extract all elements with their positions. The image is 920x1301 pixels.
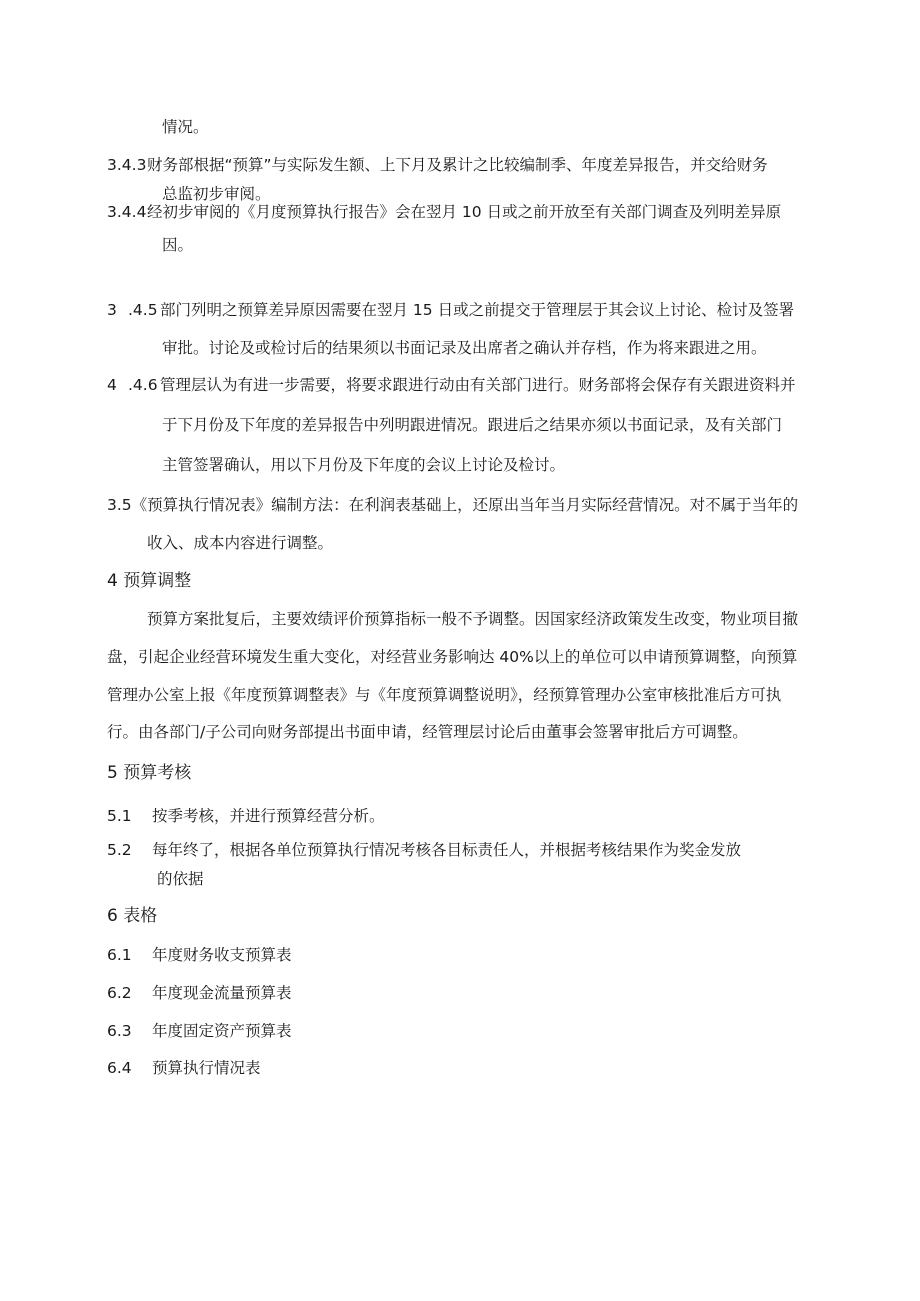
paragraph-line: 因。: [162, 236, 194, 254]
paragraph-line: 总监初步审阅。: [162, 185, 271, 203]
list-item-text: 的依据: [157, 870, 204, 888]
paragraph-line: 管理层认为有进一步需要，将要求跟进行动由有关部门进行。财务部将会保存有关跟进资料并: [160, 376, 796, 394]
clause-number: .4.5: [128, 301, 158, 319]
paragraph-line: 经初步审阅的《月度预算执行报告》会在翌月 10 日或之前开放至有关部门调查及列明差异原: [147, 203, 782, 221]
clause-number: 3: [107, 301, 117, 319]
list-item-text: 每年终了，根据各单位预算执行情况考核各目标责任人，并根据考核结果作为奖金发放: [152, 841, 742, 859]
paragraph-line: 收入、成本内容进行调整。: [147, 534, 334, 552]
clause-number: 4: [107, 376, 117, 394]
paragraph-line: 主管签署确认，用以下月份及下年度的会议上讨论及检讨。: [162, 456, 566, 474]
list-item-number: 6.2: [107, 984, 132, 1002]
list-item-text: 年度财务收支预算表: [152, 946, 292, 964]
list-item-text: 按季考核，并进行预算经营分析。: [152, 807, 385, 825]
clause-number: 3.4.3: [107, 156, 147, 174]
paragraph-line: 于下月份及下年度的差异报告中列明跟进情况。跟进后之结果亦须以书面记录，及有关部门: [162, 416, 783, 434]
clause-number: .4.6: [128, 376, 158, 394]
paragraph-line: 部门列明之预算差异原因需要在翌月 15 日或之前提交于管理层于其会议上讨论、检讨及签署: [160, 301, 795, 319]
list-item-text: 预算执行情况表: [152, 1059, 261, 1077]
list-item-text: 年度固定资产预算表: [152, 1022, 292, 1040]
list-item-number: 6.4: [107, 1059, 132, 1077]
list-item-number: 5.1: [107, 807, 132, 825]
paragraph-line: 行。由各部门/子公司向财务部提出书面申请，经管理层讨论后由董事会签署审批后方可调整。: [107, 723, 748, 741]
paragraph-line: 3.5《预算执行情况表》编制方法：在利润表基础上，还原出当年当月实际经营情况。对不属于当年的: [107, 496, 799, 514]
list-item-number: 6.1: [107, 946, 132, 964]
paragraph-line: 财务部根据“预算”与实际发生额、上下月及累计之比较编制季、年度差异报告，并交给财务: [147, 156, 768, 174]
list-item-number: 6.3: [107, 1022, 132, 1040]
section-heading: 6 表格: [107, 906, 158, 926]
section-heading: 4 预算调整: [107, 571, 192, 591]
paragraph-line: 盘，引起企业经营环境发生重大变化，对经营业务影响达 40%以上的单位可以申请预算调整，向预算: [107, 648, 798, 666]
list-item-text: 年度现金流量预算表: [152, 984, 292, 1002]
list-item-number: 5.2: [107, 841, 132, 859]
section-heading: 5 预算考核: [107, 763, 192, 783]
paragraph-line: 预算方案批复后，主要效绩评价预算指标一般不予调整。因国家经济政策发生改变，物业项目撤: [147, 610, 799, 628]
paragraph-line: 情况。: [162, 118, 209, 136]
clause-number: 3.4.4: [107, 203, 147, 221]
paragraph-line: 审批。讨论及或检讨后的结果须以书面记录及出席者之确认并存档，作为将来跟进之用。: [162, 339, 767, 357]
paragraph-line: 管理办公室上报《年度预算调整表》与《年度预算调整说明》，经预算管理办公室审核批准后方可执: [107, 686, 782, 704]
